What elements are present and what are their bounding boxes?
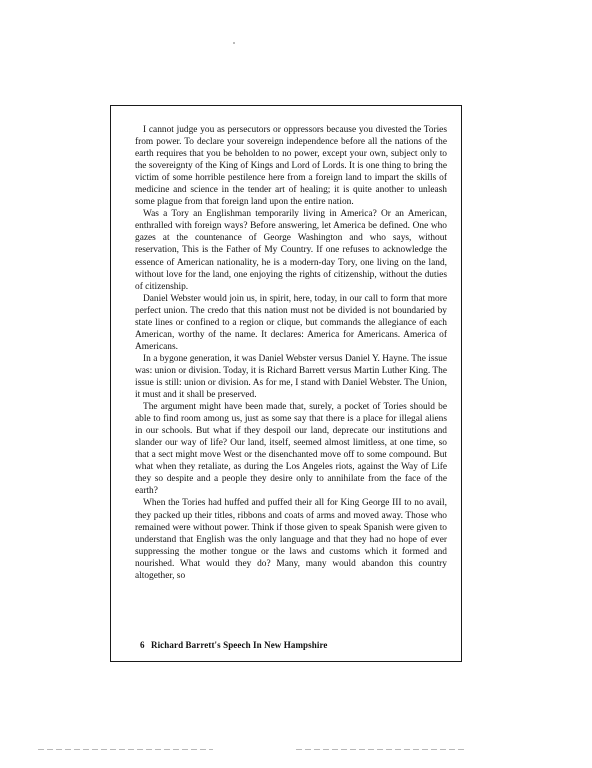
scan-artifact-line bbox=[296, 749, 466, 750]
body-text bbox=[135, 124, 447, 582]
paragraph-3: Daniel Webster would join us, in spirit, here, today, in our call to form that more perfect union. The credo that this nation must not be divided is not boundaried by state lines or confined to a region or clique, but commands the allegiance of each American, worthy of the name. It declares: America for Americans. America of Americans. bbox=[135, 293, 447, 352]
running-title: Richard Barrett's Speech In New Hampshire bbox=[150, 640, 328, 650]
page-number: 6 bbox=[140, 640, 145, 650]
paragraph-5: The argument might have been made that, surely, a pocket of Tories should be able to find room among us, just as some say that there is a place for illegal aliens in our schools. But what if they despoil our land, deprecate our institutions and slander our way of life? Our land, itself, seemed almost limitless, at one time, so that a sect might move West or the disenchanted move off to some compound. But what when they retaliate, as during the Los Angeles riots, against the Way of Life they so despite and a people they desire only to annihilate from the face of the earth? bbox=[135, 402, 447, 497]
paragraph-1: I cannot judge you as persecutors or oppressors because you divested the Tories from power. To declare your sovereign independence before all the nations of the earth requires that you be beholden to no power, except your own, subject only to the sovereignty of the King of Kings and Lord of Lords. It is one thing to bring the victim of some horrible pestilence here from a foreign land to impart the skills of medicine and science in the tender art of healing; it is quite another to unleash some plague from that foreign land upon the entire nation. bbox=[135, 125, 447, 208]
scan-speck bbox=[233, 42, 235, 44]
paragraph-4: In a bygone generation, it was Daniel Webster versus Daniel Y. Hayne. The issue was: union or division. Today, it is Richard Barrett versus Martin Luther King. The issue is still: union or division. As for me, I stand with Daniel Webster. The Union, it must and it shall be preserved. bbox=[135, 353, 447, 401]
page-footer bbox=[140, 640, 327, 650]
paragraph-6: When the Tories had huffed and puffed their all for King George III to no avail, they packed up their titles, ribbons and coats of arms and moved away. Those who remained were without power. Think if those given to speak Spanish were given to understand that English was the only language and that they had no hope of ever suppressing the mother tongue or the laws and customs which it formed and nourished. What would they do? Many, many would abandon this country altogether, so bbox=[135, 498, 447, 581]
scan-artifact-line bbox=[38, 749, 213, 750]
paragraph-2: Was a Tory an Englishman temporarily living in America? Or an American, enthralled with foreign ways? Before answering, let America be defined. One who gazes at the countenance of George Washington and who says, without reservation, This is the Father of My Country. If one refuses to acknowledge the essence of American nationality, he is a modern-day Tory, one living on the land, without love for the land, one enjoying the rights of citizenship, without the duties of citizenship. bbox=[135, 209, 447, 292]
